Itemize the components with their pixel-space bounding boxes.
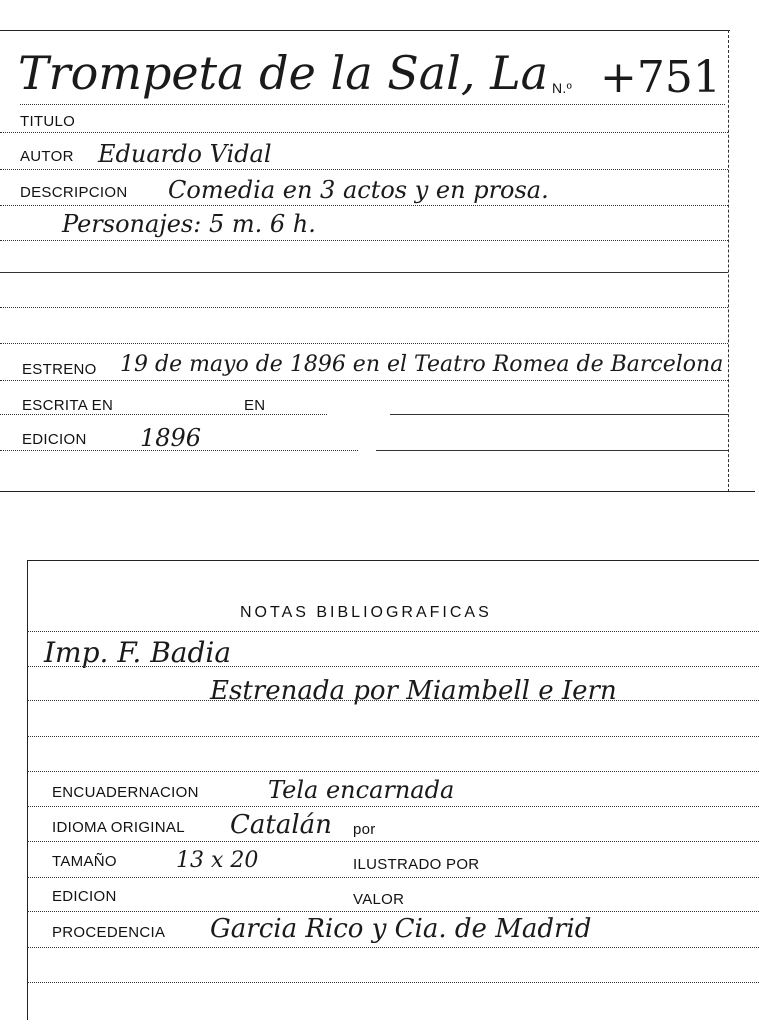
blank-line-1 (0, 272, 728, 273)
tamano-value: 13 x 20 (176, 848, 259, 873)
tamano-line (27, 877, 759, 878)
edicion-line-a (0, 450, 358, 451)
idioma-label: IDIOMA ORIGINAL (52, 819, 185, 836)
escrita-en-label: ESCRITA EN (22, 397, 114, 414)
ilustrado-label: ILUSTRADO POR (353, 856, 480, 873)
edicion2-line (27, 911, 759, 912)
note-rule-3 (27, 736, 759, 737)
encuadernacion-value: Tela encarnada (268, 776, 455, 804)
blank-line-bottom (27, 982, 759, 983)
titulo-line (0, 132, 728, 133)
edicion-value: 1896 (140, 424, 202, 452)
idioma-value: Catalán (230, 810, 332, 840)
estreno-value: 19 de mayo de 1896 en el Teatro Romea de Barcelona (120, 352, 724, 377)
blank-line-3 (0, 343, 728, 344)
descripcion-line (0, 205, 728, 206)
edicion-line-b (376, 450, 728, 451)
estreno-label: ESTRENO (22, 361, 97, 378)
note-rule-4 (27, 771, 759, 772)
note-line-1: Imp. F. Badia (44, 636, 232, 669)
card-top-border (0, 30, 730, 31)
card-top-border-bottom (27, 560, 759, 561)
titulo-label: TITULO (20, 113, 76, 130)
catalog-card-top (0, 0, 759, 500)
note-line-2: Estrenada por Miambell e Iern (210, 676, 617, 706)
estreno-line (0, 380, 728, 381)
descripcion-value: Comedia en 3 actos y en prosa. (168, 176, 549, 204)
edicion-label: EDICION (22, 431, 87, 448)
personajes-value: Personajes: 5 m. 6 h. (62, 210, 316, 238)
personajes-line (0, 240, 728, 241)
number-label: N.º (552, 80, 573, 96)
autor-label: AUTOR (20, 148, 74, 165)
card-bottom-border (0, 491, 755, 492)
title-line (20, 104, 725, 105)
escrita-line-a (0, 414, 327, 415)
escrita-line-b (390, 414, 728, 415)
procedencia-line (27, 947, 759, 948)
autor-value: Eduardo Vidal (98, 140, 272, 168)
idioma-line (27, 841, 759, 842)
blank-line-2 (0, 307, 728, 308)
note-rule-2 (27, 700, 759, 701)
edicion2-label: EDICION (52, 888, 117, 905)
encuadernacion-label: ENCUADERNACION (52, 784, 199, 801)
por-label: por (353, 821, 376, 838)
en-label: EN (244, 397, 266, 414)
valor-label: VALOR (353, 891, 405, 908)
card-right-border (728, 30, 729, 492)
notas-heading: NOTAS BIBLIOGRAFICAS (240, 604, 492, 621)
card-left-border-bottom (27, 560, 28, 1020)
autor-line (0, 169, 728, 170)
encuadernacion-line (27, 806, 759, 807)
descripcion-label: DESCRIPCION (20, 184, 128, 201)
number-value: +751 (600, 52, 721, 103)
title-value: Trompeta de la Sal, La (18, 46, 549, 100)
procedencia-label: PROCEDENCIA (52, 924, 166, 941)
note-rule-1 (27, 666, 759, 667)
catalog-card-bottom (0, 500, 759, 1028)
procedencia-value: Garcia Rico y Cia. de Madrid (210, 914, 592, 944)
tamano-label: TAMAÑO (52, 853, 117, 870)
heading-line (27, 631, 759, 632)
